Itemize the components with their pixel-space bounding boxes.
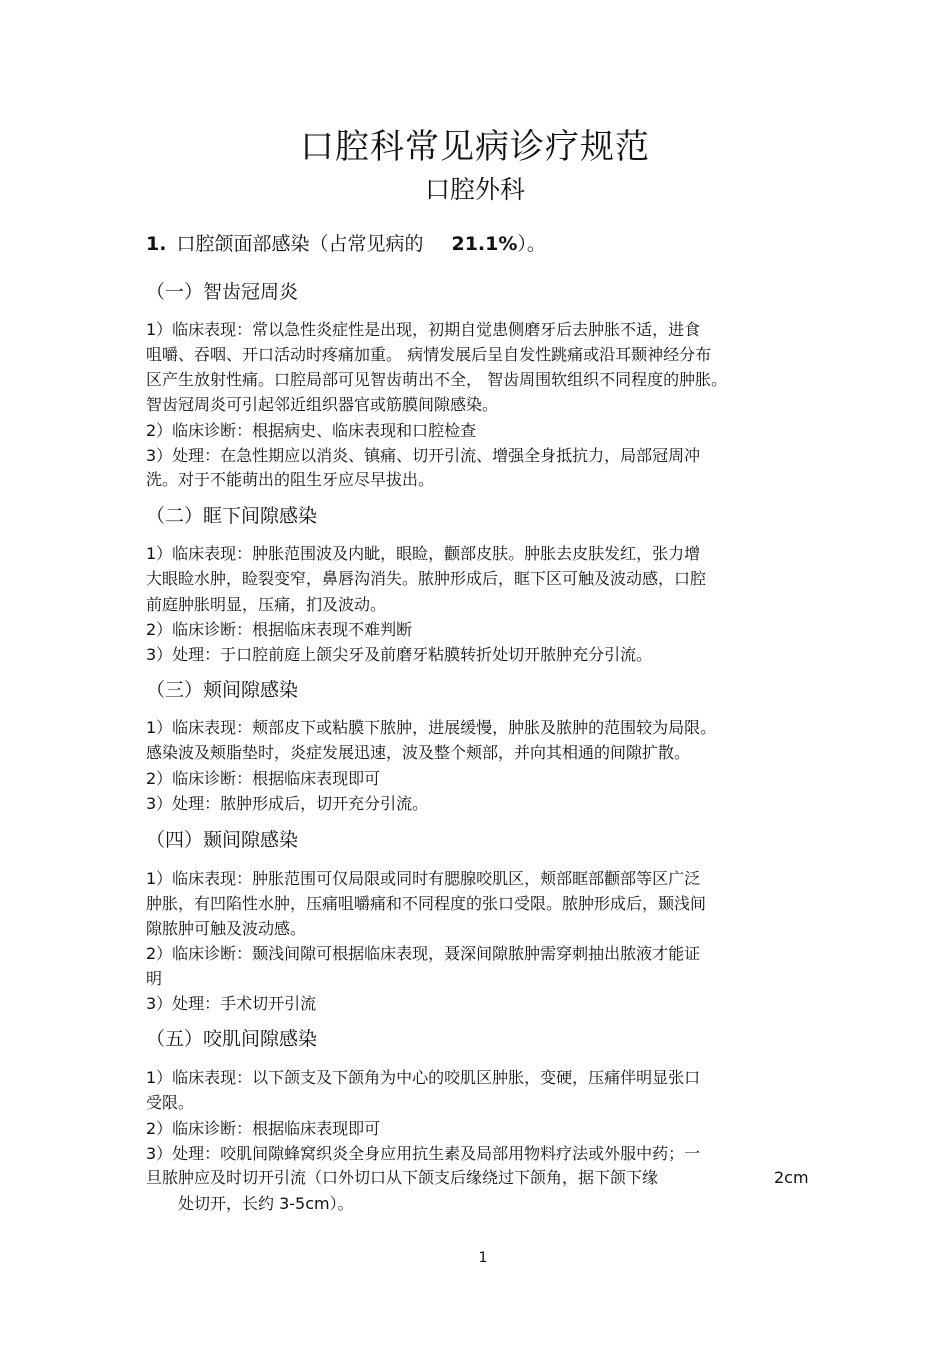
paragraph-line: 3）处理：脓肿形成后，切开充分引流。 [146,794,429,813]
paragraph-line: 2）临床诊断：根据临床表现不难判断 [146,620,413,639]
section-number: 1. [146,233,167,255]
document-title: 口腔科常见病诊疗规范 [300,127,650,167]
paragraph-line: 3）处理：于口腔前庭上颌尖牙及前磨牙粘膜转折处切开脓肿充分引流。 [146,645,653,664]
paragraph-line: 大眼睑水肿，睑裂变窄，鼻唇沟消失。脓肿形成后，眶下区可触及波动感，口腔 [146,569,707,588]
paragraph-line: 2）临床诊断：根据病史、临床表现和口腔检查 [146,421,477,440]
paragraph-line: 3）处理：在急性期应以消炎、镇痛、切开引流、增强全身抵抗力，局部冠周冲 [146,446,701,465]
paragraph-line: 受限。 [146,1093,195,1112]
subsection-heading-4: （四）颞间隙感染 [146,829,299,851]
paragraph-line: 1）临床表现：以下颌支及下颌角为中心的咬肌区肿胀，变硬，压痛伴明显张口 [146,1068,701,1087]
subsection-heading-1: （一）智齿冠周炎 [146,281,299,303]
paragraph-line: 1）临床表现：肿胀范围可仅局限或同时有腮腺咬肌区，颊部眶部颧部等区广泛 [146,869,701,888]
subsection-heading-3: （三）颊间隙感染 [146,679,299,701]
paragraph-line: 2）临床诊断：根据临床表现即可 [146,1119,381,1138]
paragraph-line: 感染波及颊脂垫时，炎症发展迅速，波及整个颊部，并向其相通的间隙扩散。 [146,743,691,762]
paragraph-line: 区产生放射性痛。口腔局部可见智齿萌出不全， 智齿周围软组织不同程度的肿胀。 [146,370,728,389]
paragraph-line: 1）临床表现：常以急性炎症性是出现，初期自觉患侧磨牙后去肿胀不适，进食 [146,320,701,339]
subsection-heading-5: （五）咬肌间隙感染 [146,1028,318,1050]
paragraph-line: 肿胀，有凹陷性水肿，压痛咀嚼痛和不同程度的张口受限。脓肿形成后，颞浅间 [146,894,707,913]
section-heading [146,229,546,259]
paragraph-line: 3）处理：咬肌间隙蜂窝织炎全身应用抗生素及局部用物料疗法或外服中药；一 [146,1144,701,1163]
paragraph-line: 1）临床表现：肿胀范围波及内眦，眼睑，颧部皮肤。肿胀去皮肤发红，张力增 [146,544,701,563]
paragraph-line: 明 [146,969,163,988]
paragraph-line: 1）临床表现：颊部皮下或粘膜下脓肿，进展缓慢，肿胀及脓肿的范围较为局限。 [146,718,717,737]
paragraph-line: 3）处理：手术切开引流 [146,994,317,1013]
section-text: 口腔颌面部感染（占常见病的 [176,233,424,255]
section-end: ）。 [517,233,546,255]
page-number: 1 [478,1250,488,1266]
paragraph-line: 2）临床诊断：根据临床表现即可 [146,769,381,788]
paragraph-line: 处切开，长约 3-5cm）。 [178,1194,354,1213]
section-percent: 21.1% [451,233,518,255]
paragraph-line: 前庭肿胀明显，压痛，扪及波动。 [146,595,387,614]
paragraph-line: 洗。对于不能萌出的阻生牙应尽早拔出。 [146,470,435,489]
document-subtitle: 口腔外科 [424,175,525,204]
paragraph-line: 隙脓肿可触及波动感。 [146,919,307,938]
paragraph-line-trailing: 2cm [774,1168,809,1187]
paragraph-line: 咀嚼、吞咽、开口活动时疼痛加重。 病情发展后呈自发性跳痛或沿耳颞神经分布 [146,345,712,364]
subsection-heading-2: （二）眶下间隙感染 [146,505,318,527]
paragraph-line: 2）临床诊断：颞浅间隙可根据临床表现，聂深间隙脓肿需穿刺抽出脓液才能证 [146,944,701,963]
paragraph-line [146,1165,809,1190]
paragraph-line: 智齿冠周炎可引起邻近组织器官或筋膜间隙感染。 [146,395,499,414]
paragraph-line-text: 旦脓肿应及时切开引流（口外切口从下颌支后缘绕过下颌角，据下颌下缘 [146,1168,659,1187]
